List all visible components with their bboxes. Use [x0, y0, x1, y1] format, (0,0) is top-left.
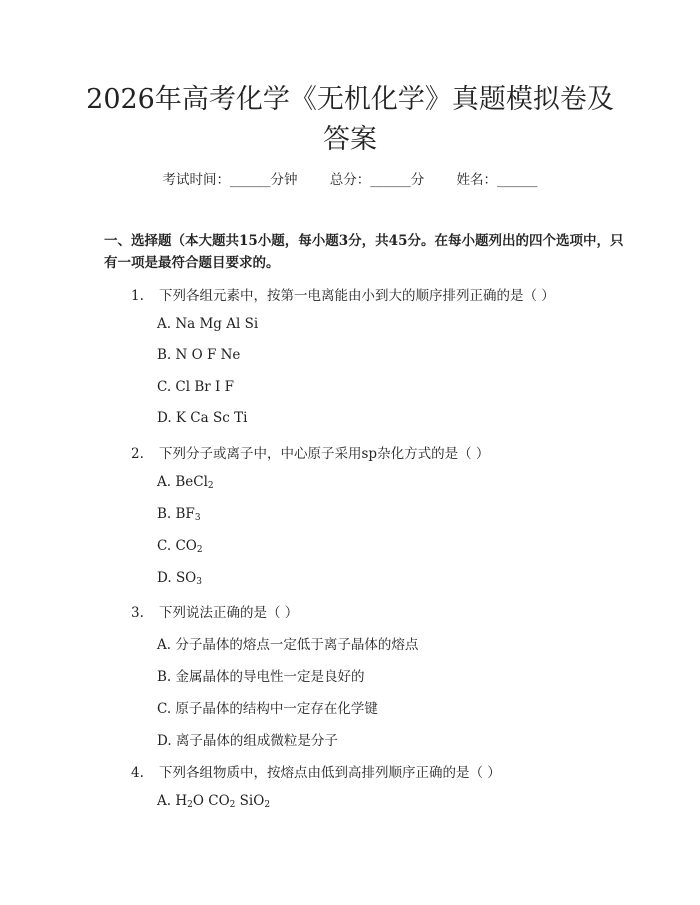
title-line-1: 2026年高考化学《无机化学》真题模拟卷及 [86, 84, 614, 115]
exam-time: 考试时间：______分钟 [162, 172, 298, 188]
q1-option-a[interactable]: A. Na Mg Al Si [157, 316, 259, 332]
q4-option-a[interactable]: A. $H_2O$ $CO_2$ SiO$_2$ [157, 793, 271, 810]
total-score: 总分：______分 [329, 172, 425, 188]
q3-option-c[interactable]: C. 原子晶体的结构中一定存在化学键 [157, 701, 378, 717]
title-line-2: 答案 [323, 124, 377, 155]
section-heading: 一、选择题（本大题共15小题，每小题3分，共45分。在每小题列出的四个选项中，只有一项是最符合题目要求的。 [104, 233, 624, 271]
q2-option-a[interactable]: A. BeCl$_2$ [157, 474, 214, 491]
question-3: 3. 下列说法正确的是（ ） [131, 605, 299, 621]
q2-option-b[interactable]: B. $BF_3$ [157, 506, 201, 523]
exam-time-blank[interactable]: ______ [229, 172, 271, 188]
student-name: 姓名：______ [456, 172, 538, 188]
q1-option-b[interactable]: B. N O F Ne [157, 347, 241, 363]
question-1: 1. 下列各组元素中，按第一电离能由小到大的顺序排列正确的是（ ） [131, 288, 555, 304]
q3-option-b[interactable]: B. 金属晶体的导电性一定是良好的 [157, 669, 365, 685]
question-2: 2. 下列分子或离子中，中心原子采用sp杂化方式的是（ ） [131, 446, 490, 462]
q1-option-c[interactable]: C. Cl Br I F [157, 379, 235, 395]
total-score-blank[interactable]: ______ [370, 172, 411, 188]
q2-option-d[interactable]: D. $SO_3$ [157, 570, 202, 587]
question-4: 4. 下列各组物质中，按熔点由低到高排列顺序正确的是（ ） [131, 765, 501, 781]
q3-option-a[interactable]: A. 分子晶体的熔点一定低于离子晶体的熔点 [157, 637, 419, 653]
q1-option-d[interactable]: D. K Ca Sc Ti [157, 410, 248, 426]
student-name-blank[interactable]: ______ [497, 172, 538, 188]
q2-option-c[interactable]: C. $CO_2$ [157, 538, 203, 555]
exam-info-line [0, 168, 700, 188]
document-title [60, 80, 640, 160]
q3-option-d[interactable]: D. 离子晶体的组成微粒是分子 [157, 733, 338, 749]
